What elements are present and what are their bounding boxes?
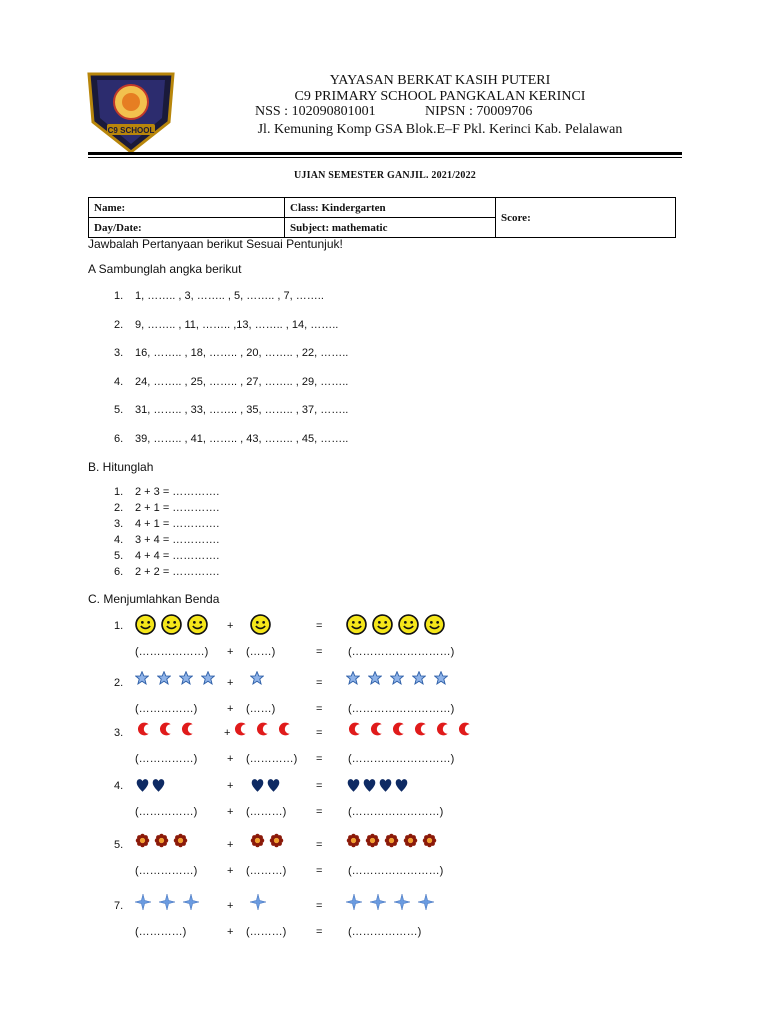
flower-icon <box>135 833 150 848</box>
answer-blank-sum[interactable]: (………………………) <box>348 646 455 658</box>
section-c-title: C. Menjumlahkan Benda <box>88 592 220 606</box>
icon-slot <box>151 774 166 801</box>
list-item-number: 4. <box>114 780 124 792</box>
answer-blank-a[interactable]: (……………) <box>135 806 198 818</box>
icon-slot <box>183 894 199 915</box>
logo-text: C9 SCHOOL <box>107 126 155 135</box>
moon-icon <box>135 721 151 737</box>
icon-slot <box>159 894 175 915</box>
equals-sign: = <box>316 727 323 739</box>
flower-icon <box>269 833 284 848</box>
addition-question[interactable]: 4 + 1 = …………. <box>135 518 220 530</box>
icon-slot <box>384 833 399 853</box>
answer-blank-a[interactable]: (……………) <box>135 753 198 765</box>
answer-blank-b[interactable]: (……) <box>246 646 276 658</box>
smiley-icon <box>372 614 393 635</box>
sequence-question[interactable]: 31, …….. , 33, …….. , 35, …….. , 37, …….. <box>135 404 349 416</box>
moon-icon <box>412 721 428 737</box>
icon-slot <box>269 833 284 853</box>
flower-icon <box>384 833 399 848</box>
icon-slot <box>422 833 437 853</box>
sparkle-icon <box>394 894 410 910</box>
list-item-number: 6. <box>114 432 124 445</box>
answer-blank-a[interactable]: (……………) <box>135 703 198 715</box>
answer-blank-b[interactable]: (…………) <box>246 753 298 765</box>
heart-icon <box>250 774 265 796</box>
icon-slot <box>250 774 265 801</box>
list-item-number: 5. <box>114 404 124 416</box>
answer-blank-a[interactable]: (……………) <box>135 865 198 877</box>
answer-blank-b[interactable]: (………) <box>246 865 287 877</box>
nss-number: NSS : 102090801001 <box>255 104 376 119</box>
equals-sign: = <box>316 900 323 912</box>
icon-slot <box>250 614 271 640</box>
moon-icon <box>157 721 173 737</box>
smiley-icon <box>187 614 208 635</box>
icon-slot <box>412 671 426 690</box>
star-icon <box>390 671 404 685</box>
icon-slot <box>276 721 292 742</box>
list-item-number: 1. <box>114 486 124 498</box>
icon-slot <box>135 894 151 915</box>
flower-icon <box>250 833 265 848</box>
sparkle-icon <box>250 894 266 910</box>
icon-slot <box>187 614 208 640</box>
sequence-question[interactable]: 1, …….. , 3, …….. , 5, …….. , 7, …….. <box>135 290 324 302</box>
equals-sign: = <box>316 646 323 658</box>
sequence-question[interactable]: 16, …….. , 18, …….. , 20, …….. , 22, …….. <box>135 347 349 359</box>
star-icon <box>412 671 426 685</box>
icon-slot <box>179 671 193 690</box>
answer-blank-sum[interactable]: (……………………) <box>348 865 444 877</box>
answer-blank-b[interactable]: (……) <box>246 703 276 715</box>
star-icon <box>368 671 382 685</box>
plus-sign: + <box>227 806 234 818</box>
answer-blank-sum[interactable]: (………………………) <box>348 703 455 715</box>
sparkle-icon <box>159 894 175 910</box>
icon-slot <box>250 671 264 690</box>
list-item-number: 3. <box>114 727 124 739</box>
school-address: Jl. Kemuning Komp GSA Blok.E–F Pkl. Kerinci Kab. Pelalawan <box>257 122 623 137</box>
equals-sign: = <box>316 780 323 792</box>
plus-sign: + <box>227 865 234 877</box>
star-icon <box>135 671 149 685</box>
heart-icon <box>362 774 377 796</box>
heart-icon <box>266 774 281 796</box>
plus-sign: + <box>227 703 234 715</box>
icon-slot <box>370 894 386 915</box>
icon-slot <box>394 774 409 801</box>
moon-icon <box>456 721 472 737</box>
sparkle-icon <box>370 894 386 910</box>
list-item-number: 3. <box>114 518 124 530</box>
header-rule-thick <box>88 152 682 155</box>
plus-sign: + <box>227 780 234 792</box>
sparkle-icon <box>135 894 151 910</box>
sparkle-icon <box>346 894 362 910</box>
flower-icon <box>173 833 188 848</box>
smiley-icon <box>250 614 271 635</box>
star-icon <box>201 671 215 685</box>
icon-slot <box>456 721 472 742</box>
plus-sign: + <box>224 727 231 739</box>
class-cell: Class: Kindergarten <box>285 198 496 218</box>
answer-blank-b[interactable]: (………) <box>246 926 287 938</box>
icon-slot <box>157 721 173 742</box>
icon-slot <box>378 774 393 801</box>
sequence-question[interactable]: 24, …….. , 25, …….. , 27, …….. , 29, …….. <box>135 375 349 388</box>
icon-slot <box>346 774 361 801</box>
smiley-icon <box>398 614 419 635</box>
npsn-number: NIPSN : 70009706 <box>425 104 533 119</box>
icon-slot <box>346 671 360 690</box>
star-icon <box>434 671 448 685</box>
sequence-question[interactable]: 39, …….. , 41, …….. , 43, …….. , 45, …….. <box>135 432 349 445</box>
icon-slot <box>179 721 195 742</box>
icon-slot <box>434 671 448 690</box>
answer-blank-a[interactable]: (………………) <box>135 646 209 658</box>
icon-slot <box>135 774 150 801</box>
icon-slot <box>346 833 361 853</box>
moon-icon <box>434 721 450 737</box>
list-item-number: 1. <box>114 620 124 632</box>
moon-icon <box>276 721 292 737</box>
flower-icon <box>422 833 437 848</box>
addition-question[interactable]: 3 + 4 = …………. <box>135 534 220 546</box>
icon-slot <box>398 614 419 640</box>
icon-slot <box>403 833 418 853</box>
icon-slot <box>412 721 428 742</box>
flower-icon <box>365 833 380 848</box>
moon-icon <box>368 721 384 737</box>
equals-sign: = <box>316 753 323 765</box>
list-item-number: 1. <box>114 290 124 302</box>
icon-slot <box>173 833 188 853</box>
list-item-number: 7. <box>114 900 124 912</box>
list-item-number: 2. <box>114 677 124 689</box>
moon-icon <box>254 721 270 737</box>
plus-sign: + <box>227 926 234 938</box>
heart-icon <box>394 774 409 796</box>
list-item-number: 4. <box>114 375 124 388</box>
star-icon <box>179 671 193 685</box>
equals-sign: = <box>316 620 323 632</box>
icon-slot <box>161 614 182 640</box>
icon-slot <box>346 614 367 640</box>
subject-cell: Subject: mathematic <box>285 218 496 238</box>
equals-sign: = <box>316 703 323 715</box>
answer-blank-sum[interactable]: (……………………) <box>348 806 444 818</box>
answer-blank-a[interactable]: (…………) <box>135 926 187 938</box>
list-item-number: 2. <box>114 502 124 514</box>
list-item-number: 2. <box>114 318 124 331</box>
icon-slot <box>135 671 149 690</box>
icon-slot <box>372 614 393 640</box>
icon-slot <box>232 721 248 742</box>
moon-icon <box>179 721 195 737</box>
day-date-cell[interactable]: Day/Date: <box>89 218 285 238</box>
icon-slot <box>250 833 265 853</box>
icon-slot <box>424 614 445 640</box>
equals-sign: = <box>316 806 323 818</box>
plus-sign: + <box>227 620 234 632</box>
icon-slot <box>365 833 380 853</box>
school-logo <box>85 72 177 154</box>
moon-icon <box>390 721 406 737</box>
icon-slot <box>390 721 406 742</box>
star-icon <box>250 671 264 685</box>
school-name: C9 PRIMARY SCHOOL PANGKALAN KERINCI <box>294 89 586 104</box>
sequence-question[interactable]: 9, …….. , 11, …….. ,13, …….. , 14, …….. <box>135 318 339 331</box>
sparkle-icon <box>418 894 434 910</box>
plus-sign: + <box>227 839 234 851</box>
flower-icon <box>154 833 169 848</box>
answer-blank-b[interactable]: (………) <box>246 806 287 818</box>
icon-slot <box>254 721 270 742</box>
icon-slot <box>266 774 281 801</box>
instruction-text: Jawbalah Pertanyaan berikut Sesuai Pentunjuk! <box>88 237 343 251</box>
list-item-number: 5. <box>114 550 124 562</box>
icon-slot <box>368 721 384 742</box>
list-item-number: 6. <box>114 566 124 578</box>
addition-question[interactable]: 2 + 2 = …………. <box>135 566 220 578</box>
flower-icon <box>346 833 361 848</box>
icon-slot <box>201 671 215 690</box>
star-icon <box>346 671 360 685</box>
addition-question[interactable]: 2 + 1 = …………. <box>135 502 220 514</box>
exam-title: UJIAN SEMESTER GANJIL. 2021/2022 <box>294 170 476 181</box>
equals-sign: = <box>316 926 323 938</box>
star-icon <box>157 671 171 685</box>
answer-blank-sum[interactable]: (………………) <box>348 926 422 938</box>
flower-icon <box>403 833 418 848</box>
heart-icon <box>378 774 393 796</box>
sparkle-icon <box>183 894 199 910</box>
icon-slot <box>157 671 171 690</box>
icon-slot <box>418 894 434 915</box>
equals-sign: = <box>316 677 323 689</box>
list-item-number: 5. <box>114 839 124 851</box>
icon-slot <box>135 721 151 742</box>
addition-question[interactable]: 4 + 4 = …………. <box>135 550 220 562</box>
heart-icon <box>151 774 166 796</box>
moon-icon <box>346 721 362 737</box>
foundation-name: YAYASAN BERKAT KASIH PUTERI <box>329 73 551 88</box>
icon-slot <box>368 671 382 690</box>
smiley-icon <box>135 614 156 635</box>
smiley-icon <box>424 614 445 635</box>
equals-sign: = <box>316 865 323 877</box>
header-rule-thin <box>88 157 682 158</box>
student-info-table <box>88 197 676 238</box>
addition-question[interactable]: 2 + 3 = …………. <box>135 486 220 498</box>
icon-slot <box>390 671 404 690</box>
plus-sign: + <box>227 900 234 912</box>
icon-slot <box>362 774 377 801</box>
icon-slot <box>135 614 156 640</box>
icon-slot <box>346 894 362 915</box>
smiley-icon <box>346 614 367 635</box>
plus-sign: + <box>227 753 234 765</box>
icon-slot <box>250 894 266 915</box>
icon-slot <box>154 833 169 853</box>
icon-slot <box>135 833 150 853</box>
heart-icon <box>346 774 361 796</box>
list-item-number: 3. <box>114 347 124 359</box>
name-cell[interactable]: Name: <box>89 198 285 218</box>
icon-slot <box>434 721 450 742</box>
smiley-icon <box>161 614 182 635</box>
moon-icon <box>232 721 248 737</box>
section-a-title: A Sambunglah angka berikut <box>88 262 242 276</box>
plus-sign: + <box>227 677 234 689</box>
icon-slot <box>394 894 410 915</box>
list-item-number: 4. <box>114 534 124 546</box>
answer-blank-sum[interactable]: (………………………) <box>348 753 455 765</box>
equals-sign: = <box>316 839 323 851</box>
plus-sign: + <box>227 646 234 658</box>
score-cell[interactable]: Score: <box>496 198 676 238</box>
icon-slot <box>346 721 362 742</box>
heart-icon <box>135 774 150 796</box>
section-b-title: B. Hitunglah <box>88 460 154 474</box>
